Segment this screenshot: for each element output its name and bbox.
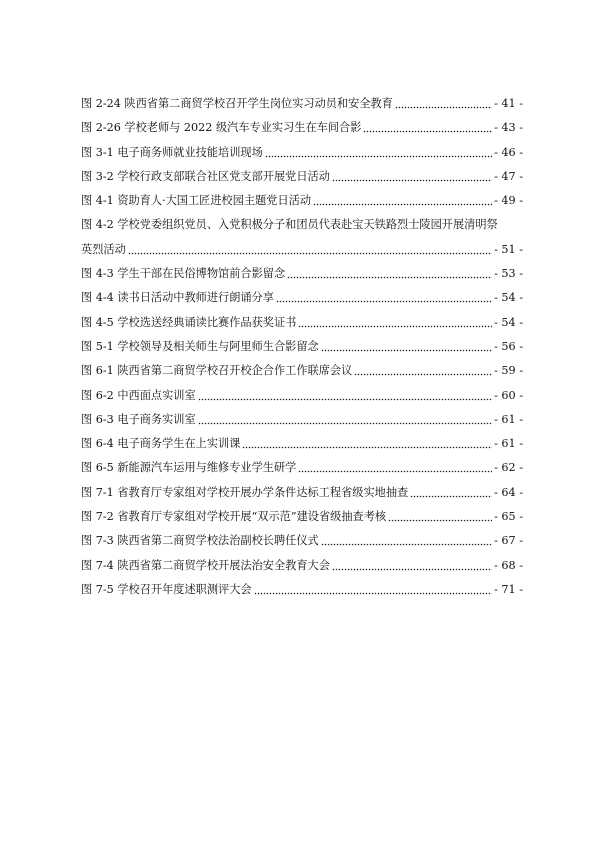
toc-entry-label: 图 2-26 学校老师与 2022 级汽车专业实习生在车间合影 — [81, 121, 362, 135]
toc-entry[interactable] — [81, 436, 523, 452]
toc-entry-label: 图 3-2 学校行政支部联合社区党支部开展党日活动 — [81, 169, 330, 183]
dot-leader — [265, 148, 492, 158]
toc-entry-page: - 53 - — [494, 267, 523, 281]
figure-list — [81, 96, 523, 606]
toc-entry-page: - 41 - — [494, 97, 523, 110]
toc-entry-label: 图 7-1 省教育厅专家组对学校开展办学条件达标工程省级实地抽查 — [81, 485, 409, 499]
dot-leader — [276, 293, 492, 303]
toc-entry[interactable] — [81, 582, 523, 598]
dot-leader — [128, 245, 492, 255]
toc-entry[interactable] — [81, 266, 523, 282]
dot-leader — [321, 342, 492, 352]
toc-entry[interactable] — [81, 145, 523, 161]
toc-entry-page: - 60 - — [494, 388, 523, 402]
toc-entry[interactable] — [81, 169, 523, 185]
toc-entry[interactable] — [81, 558, 523, 574]
toc-entry-page: - 49 - — [494, 194, 523, 208]
dot-leader — [198, 391, 492, 401]
toc-entry-label: 图 4-1 资助育人·大国工匠进校园主题党日活动 — [81, 194, 312, 208]
toc-entry-label: 图 4-2 学校党委组织党员、入党积极分子和团员代表赴宝天铁路烈士陵园开展清明祭 — [81, 218, 498, 232]
toc-entry-page: - 56 - — [494, 339, 523, 353]
dot-leader — [332, 172, 492, 182]
dot-leader — [242, 439, 492, 449]
toc-entry-page: - 67 - — [494, 534, 523, 548]
dot-leader — [313, 196, 492, 206]
toc-entry-label: 图 5-1 学校领导及相关师生与阿里师生合影留念 — [81, 339, 319, 353]
dot-leader — [332, 561, 492, 571]
toc-entry-label-continued: 英烈活动 — [81, 242, 126, 256]
toc-entry-page: - 65 - — [494, 510, 523, 524]
toc-entry-page: - 61 - — [494, 437, 523, 451]
toc-entry[interactable] — [81, 485, 523, 501]
toc-entry-page: - 43 - — [494, 121, 523, 135]
toc-entry[interactable] — [81, 533, 523, 549]
toc-entry[interactable] — [81, 509, 523, 525]
toc-entry-label: 图 6-3 电子商务实训室 — [81, 412, 196, 426]
dot-leader — [321, 536, 492, 546]
toc-entry-page: - 54 - — [494, 315, 523, 329]
toc-entry-page: - 46 - — [494, 145, 523, 159]
toc-entry[interactable] — [81, 339, 523, 355]
toc-entry[interactable] — [81, 217, 523, 257]
dot-leader — [298, 463, 492, 473]
toc-entry[interactable] — [81, 193, 523, 209]
toc-entry-label: 图 4-3 学生干部在民俗博物馆前合影留念 — [81, 267, 286, 281]
toc-entry-label: 图 3-1 电子商务师就业技能培训现场 — [81, 145, 263, 159]
dot-leader — [388, 512, 492, 522]
dot-leader — [198, 415, 492, 425]
toc-entry[interactable] — [81, 96, 523, 112]
toc-entry[interactable] — [81, 412, 523, 428]
dot-leader — [254, 585, 493, 595]
toc-entry-label: 图 2-24 陕西省第二商贸学校召开学生岗位实习动员和安全教育 — [81, 97, 393, 110]
toc-entry-page: - 71 - — [494, 582, 523, 596]
toc-entry-label: 图 6-2 中西面点实训室 — [81, 388, 196, 402]
toc-entry-label: 图 7-2 省教育厅专家组对学校开展“双示范”建设省级抽查考核 — [81, 510, 387, 524]
toc-entry-page: - 54 - — [494, 291, 523, 305]
toc-entry[interactable] — [81, 460, 523, 476]
toc-entry-label: 图 6-5 新能源汽车运用与维修专业学生研学 — [81, 461, 297, 475]
dot-leader — [363, 123, 492, 133]
toc-entry-page: - 68 - — [494, 558, 523, 572]
dot-leader — [410, 488, 492, 498]
toc-entry-label: 图 6-4 电子商务学生在上实训课 — [81, 437, 241, 451]
toc-entry-page: - 64 - — [494, 485, 523, 499]
toc-entry-page: - 61 - — [494, 412, 523, 426]
dot-leader — [354, 366, 492, 376]
toc-entry[interactable] — [81, 120, 523, 136]
toc-entry-label: 图 7-3 陕西省第二商贸学校法治副校长聘任仪式 — [81, 534, 319, 548]
toc-entry-page: - 59 - — [494, 364, 523, 378]
dot-leader — [298, 318, 492, 328]
toc-entry[interactable] — [81, 363, 523, 379]
toc-entry-label: 图 4-4 读书日活动中教师进行朗诵分享 — [81, 291, 274, 305]
toc-entry-label: 图 6-1 陕西省第二商贸学校召开校企合作工作联席会议 — [81, 364, 353, 378]
toc-entry-page: - 47 - — [494, 169, 523, 183]
dot-leader — [395, 99, 492, 109]
toc-entry[interactable] — [81, 315, 523, 331]
toc-entry-label: 图 4-5 学校选送经典诵读比赛作品获奖证书 — [81, 315, 297, 329]
toc-entry-label: 图 7-5 学校召开年度述职测评大会 — [81, 582, 252, 596]
toc-entry[interactable] — [81, 388, 523, 404]
toc-entry-page: - 62 - — [494, 461, 523, 475]
toc-entry-page: - 51 - — [494, 242, 523, 256]
dot-leader — [287, 269, 492, 279]
toc-entry-label: 图 7-4 陕西省第二商贸学校开展法治安全教育大会 — [81, 558, 330, 572]
toc-entry[interactable] — [81, 290, 523, 306]
